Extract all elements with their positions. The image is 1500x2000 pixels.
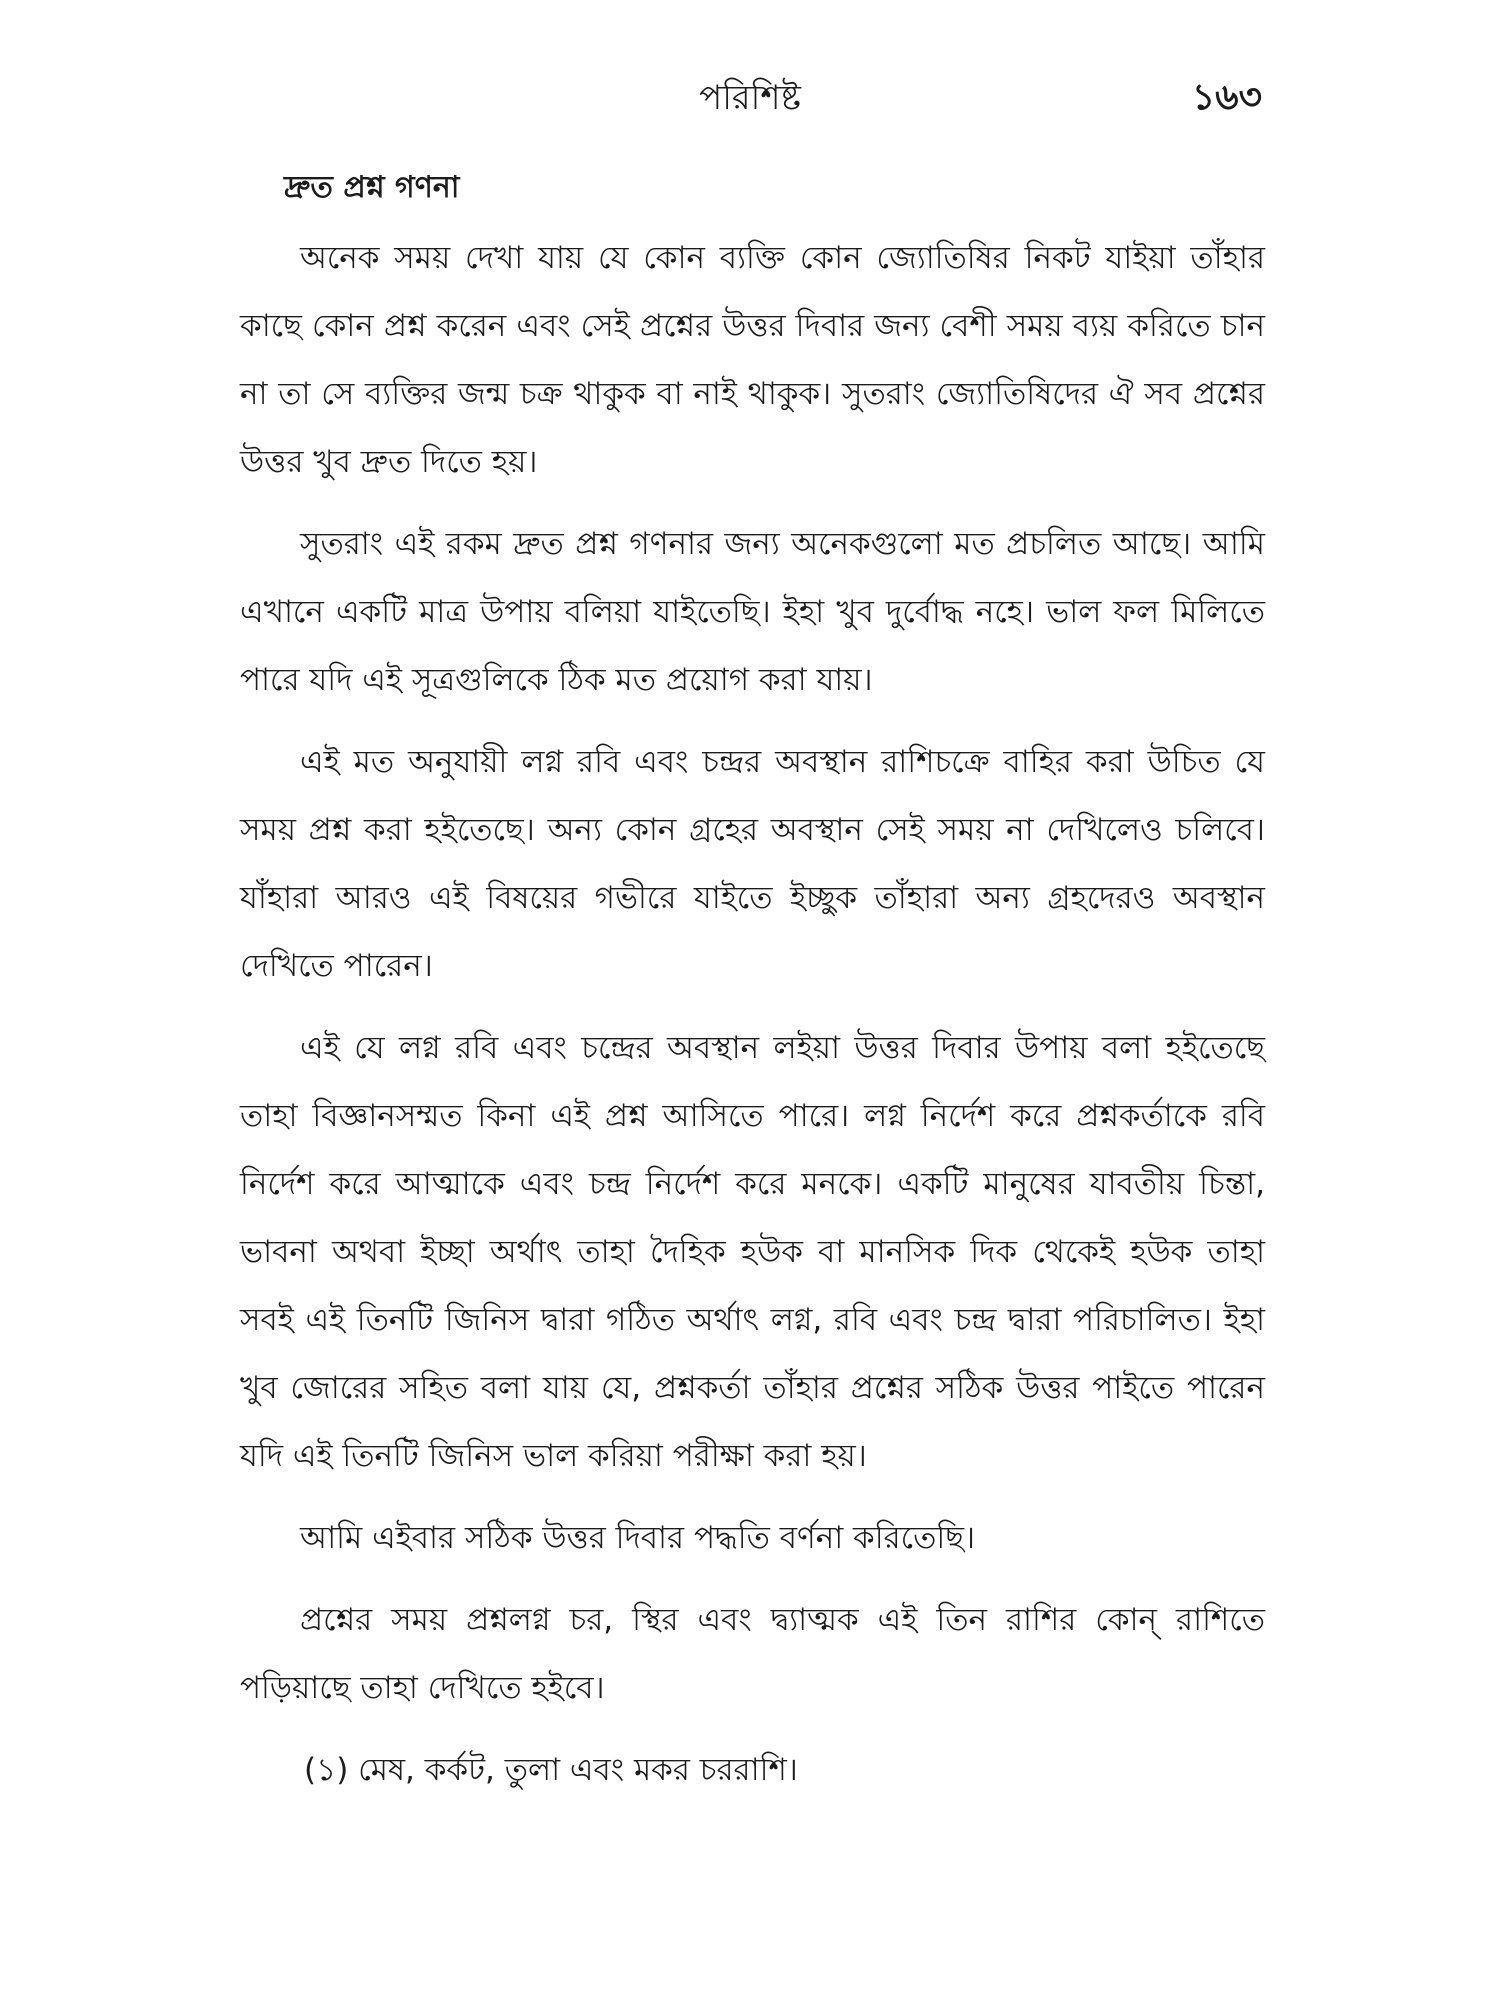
paragraph: প্রশ্নের সময় প্রশ্নলগ্ন চর, স্থির এবং দ্ব্যাত্মক এই তিন রাশির কোন্ রাশিতে পড়িয়াছে তাহা দেখিতে হইবে।	[240, 1602, 1265, 1706]
section-heading: দ্রুত প্রশ্ন গণনা	[284, 170, 460, 205]
body-text	[240, 158, 1265, 1818]
page-number: ১৬৩	[1191, 77, 1262, 118]
paragraph: এই যে লগ্ন রবি এবং চন্দ্রের অবস্থান লইয়া উত্তর দিবার উপায় বলা হইতেছে তাহা বিজ্ঞানসম্মত কিনা এই প্রশ্ন আসিতে পারে। লগ্ন নির্দেশ করে প্রশ্নকর্তাকে রবি নির্দেশ করে আত্মাকে এবং চন্দ্র নির্দেশ করে মনকে। একটি মানুষের যাবতীয় চিন্তা, ভাবনা অথবা ইচ্ছা অর্থাৎ তাহা দৈহিক হউক বা মানসিক দিক থেকেই হউক তাহা সবই এই তিনটি জিনিস দ্বারা গঠিত অর্থাৎ লগ্ন, রবি এবং চন্দ্র দ্বারা পরিচালিত। ইহা খুব জোরের সহিত বলা যায় যে, প্রশ্নকর্তা তাঁহার প্রশ্নের সঠিক উত্তর পাইতে পারেন যদি এই তিনটি জিনিস ভাল করিয়া পরীক্ষা করা হয়।	[240, 1030, 1265, 1474]
running-header	[0, 68, 1500, 128]
paragraph: অনেক সময় দেখা যায় যে কোন ব্যক্তি কোন জ্যোতিষির নিকট যাইয়া তাঁহার কাছে কোন প্রশ্ন করেন এবং সেই প্রশ্নের উত্তর দিবার জন্য বেশী সময় ব্যয় করিতে চান না তা সে ব্যক্তির জন্ম চক্র থাকুক বা নাই থাকুক। সুতরাং জ্যোতিষিদের ঐ সব প্রশ্নের উত্তর খুব দ্রুত দিতে হয়।	[240, 240, 1265, 480]
paragraph: আমি এইবার সঠিক উত্তর দিবার পদ্ধতি বর্ণনা করিতেছি।	[300, 1520, 976, 1556]
paragraph: সুতরাং এই রকম দ্রুত প্রশ্ন গণনার জন্য অনেকগুলো মত প্রচলিত আছে। আমি এখানে একটি মাত্র উপায় বলিয়া যাইতেছি। ইহা খুব দুর্বোদ্ধ নহে। ভাল ফল মিলিতে পারে যদি এই সূত্রগুলিকে ঠিক মত প্রয়োগ করা যায়।	[240, 526, 1265, 698]
paragraph: এই মত অনুযায়ী লগ্ন রবি এবং চন্দ্রর অবস্থান রাশিচক্রে বাহির করা উচিত যে সময় প্রশ্ন করা হইতেছে। অন্য কোন গ্রহের অবস্থান সেই সময় না দেখিলেও চলিবে। যাঁহারা আরও এই বিষয়ের গভীরে যাইতে ইচ্ছুক তাঁহারা অন্য গ্রহদেরও অবস্থান দেখিতে পারেন।	[240, 744, 1265, 984]
list-item: (১) মেষ, কর্কট, তুলা এবং মকর চররাশি।	[304, 1752, 798, 1788]
running-title: পরিশিষ্ট	[699, 78, 801, 118]
